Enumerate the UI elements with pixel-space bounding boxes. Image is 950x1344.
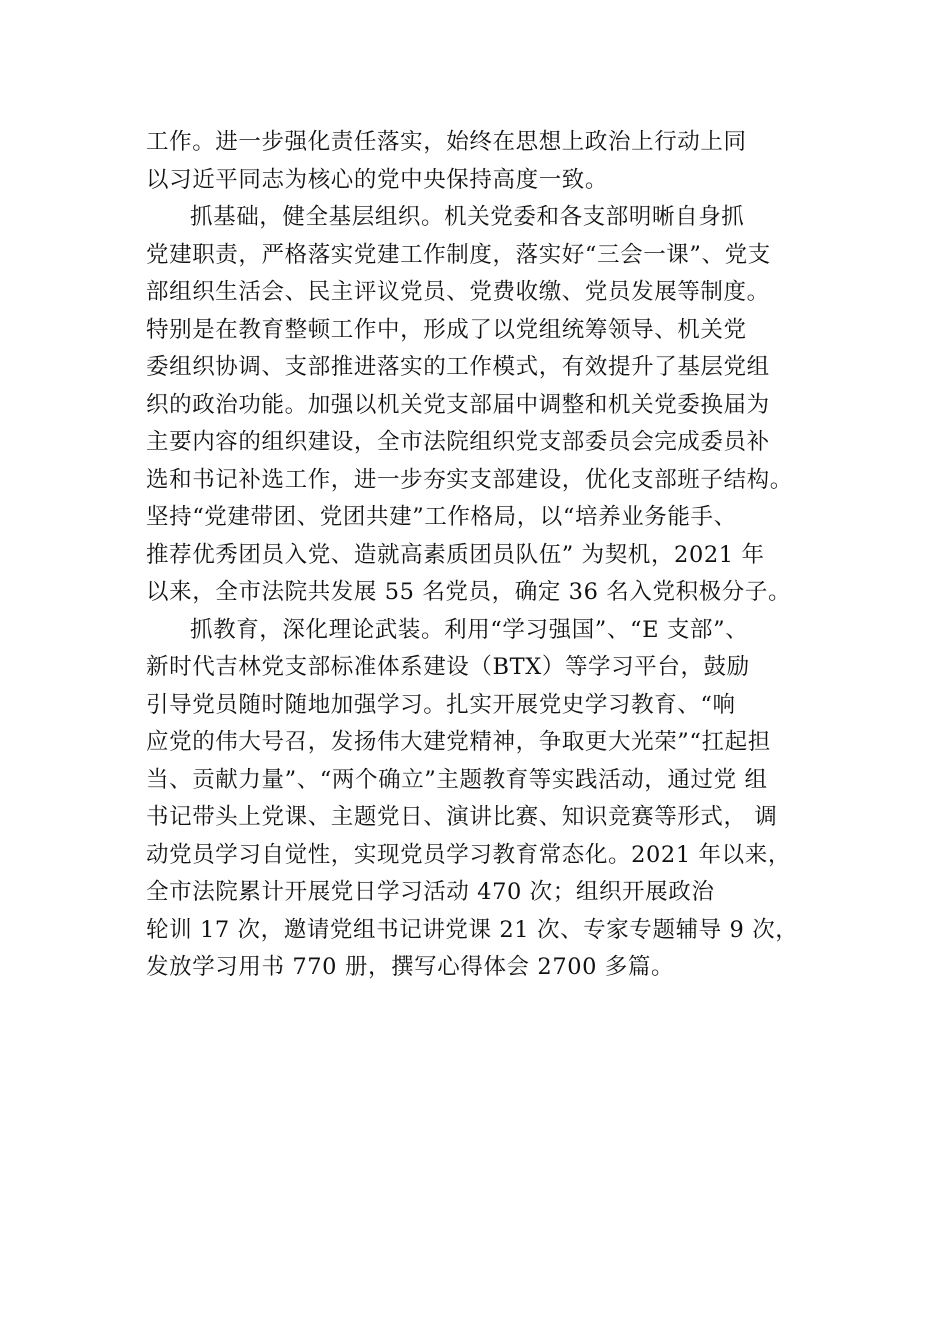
text-line: 以来，全市法院共发展 55 名党员，确定 36 名入党积极分子。 [146, 579, 792, 605]
text-line: 坚持“党建带团、党团共建”工作格局，以“培养业务能手、 [146, 504, 737, 530]
text-line: 主要内容的组织建设，全市法院组织党支部委员会完成委员补 [146, 429, 770, 455]
text-line: 织的政治功能。加强以机关党支部届中调整和机关党委换届为 [146, 391, 770, 418]
text-line: 特别是在教育整顿工作中，形成了以党组统筹领导、机关党 [146, 316, 747, 343]
text-line: 应党的伟大号召，发扬伟大建党精神，争取更大光荣”“扛起担 [146, 729, 771, 755]
text-line: 新时代吉林党支部标准体系建设（BTX）等学习平台，鼓励 [146, 654, 750, 680]
text-line: 选和书记补选工作，进一步夯实支部建设，优化支部班子结构。 [146, 466, 793, 493]
text-line: 动党员学习自觉性，实现党员学习教育常态化。2021 年以来， [146, 841, 791, 868]
text-line: 引导党员随时随地加强学习。扎实开展党史学习教育、“响 [146, 691, 736, 718]
text-line: 以习近平同志为核心的党中央保持高度一致。 [146, 166, 609, 193]
text-line: 发放学习用书 770 册，撰写心得体会 2700 多篇。 [146, 954, 675, 980]
text-line: 部组织生活会、民主评议党员、党费收缴、党员发展等制度。 [146, 279, 770, 305]
text-line: 委组织协调、支部推进落实的工作模式，有效提升了基层党组 [146, 354, 770, 380]
text-line: 书记带头上党课、主题党日、演讲比赛、知识竞赛等形式， 调 [146, 804, 778, 830]
text-line: 党建职责，严格落实党建工作制度，落实好“三会一课”、党支 [146, 241, 771, 268]
text-line: 工作。进一步强化责任落实，始终在思想上政治上行动上同 [146, 129, 747, 155]
text-line: 抓基础，健全基层组织。机关党委和各支部明晰自身抓 [190, 204, 745, 230]
text-line: 轮训 17 次，邀请党组书记讲党课 21 次、专家专题辅导 9 次， [146, 916, 799, 943]
paragraph-theory-education [146, 612, 846, 987]
document-body [146, 124, 846, 987]
text-line: 抓教育，深化理论武装。利用“学习强国”、“E 支部”、 [190, 616, 749, 643]
paragraph-grassroots-organization [146, 199, 846, 612]
text-line: 全市法院累计开展党日学习活动 470 次；组织开展政治 [146, 879, 715, 905]
text-line: 当、贡献力量”、“两个确立”主题教育等实践活动，通过党 组 [146, 766, 768, 793]
paragraph-continuation [146, 124, 846, 199]
text-line: 推荐优秀团员入党、造就高素质团员队伍” 为契机，2021 年 [146, 541, 765, 568]
